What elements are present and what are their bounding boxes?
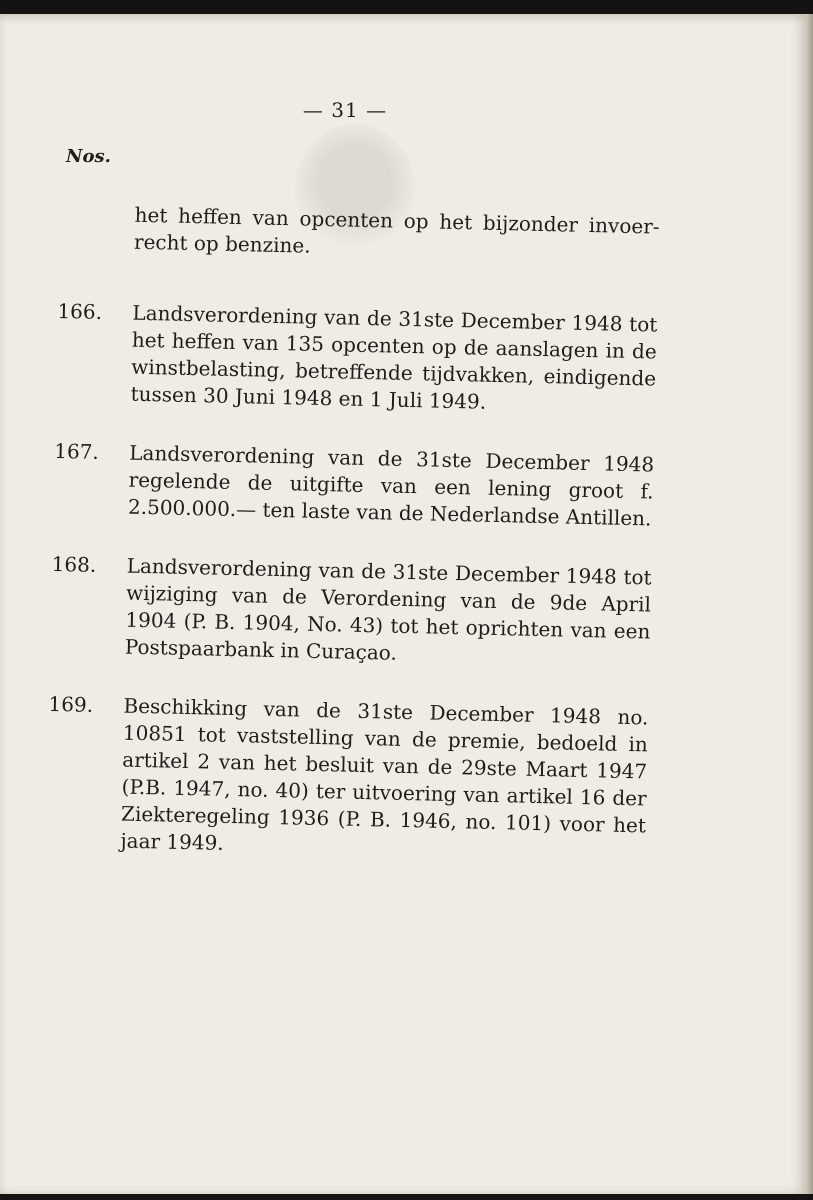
entry-text: het heffen van opcenten op het bijzonder invoer-recht op benzine. bbox=[133, 202, 660, 258]
nos-label: Nos. bbox=[66, 146, 111, 167]
document-page bbox=[0, 14, 806, 1194]
list-item bbox=[50, 551, 652, 673]
list-item bbox=[59, 200, 660, 268]
list-item bbox=[53, 438, 655, 533]
entry-text: Landsverordening van de 31ste December 1948 tot het heffen van 135 opcenten op de aanslagen in de winstbelasting, betreffende tijdvakken, eindigende tussen 30 Juni 1948 en 1 Juli 1949. bbox=[130, 300, 658, 414]
entries-list bbox=[44, 200, 659, 898]
entry-number: 169. bbox=[48, 691, 94, 717]
entry-number: 168. bbox=[51, 551, 97, 577]
page-edge bbox=[806, 14, 813, 1194]
list-item bbox=[45, 691, 649, 867]
list-item bbox=[55, 298, 657, 420]
entry-text: Beschikking van de 31ste December 1948 no. 10851 tot vaststelling van de premie, bedoeld in artikel 2 van het besluit van de 29ste Maart 1947 (P.B. 1947, no. 40) ter uitvoering van artikel 16 der Ziekteregeling 1936 (P. B. 1946, no. 101) voor het jaar 1949. bbox=[120, 693, 649, 855]
entry-number: 167. bbox=[54, 438, 100, 464]
entry-number bbox=[60, 200, 120, 201]
entry-number: 166. bbox=[57, 298, 103, 324]
entry-text: Landsverordening van de 31ste December 1948 regelende de uitgifte van een lening groot f. 2.500.000.— ten laste van de Nederlandse Antillen. bbox=[127, 440, 655, 531]
entry-text: Landsverordening van de 31ste December 1948 tot wijziging van de Verordening van de 9de April 1904 (P. B. 1904, No. 43) tot het oprichten van een Postspaarbank in Curaçao. bbox=[124, 553, 652, 665]
page-number: — 31 — bbox=[302, 98, 388, 122]
